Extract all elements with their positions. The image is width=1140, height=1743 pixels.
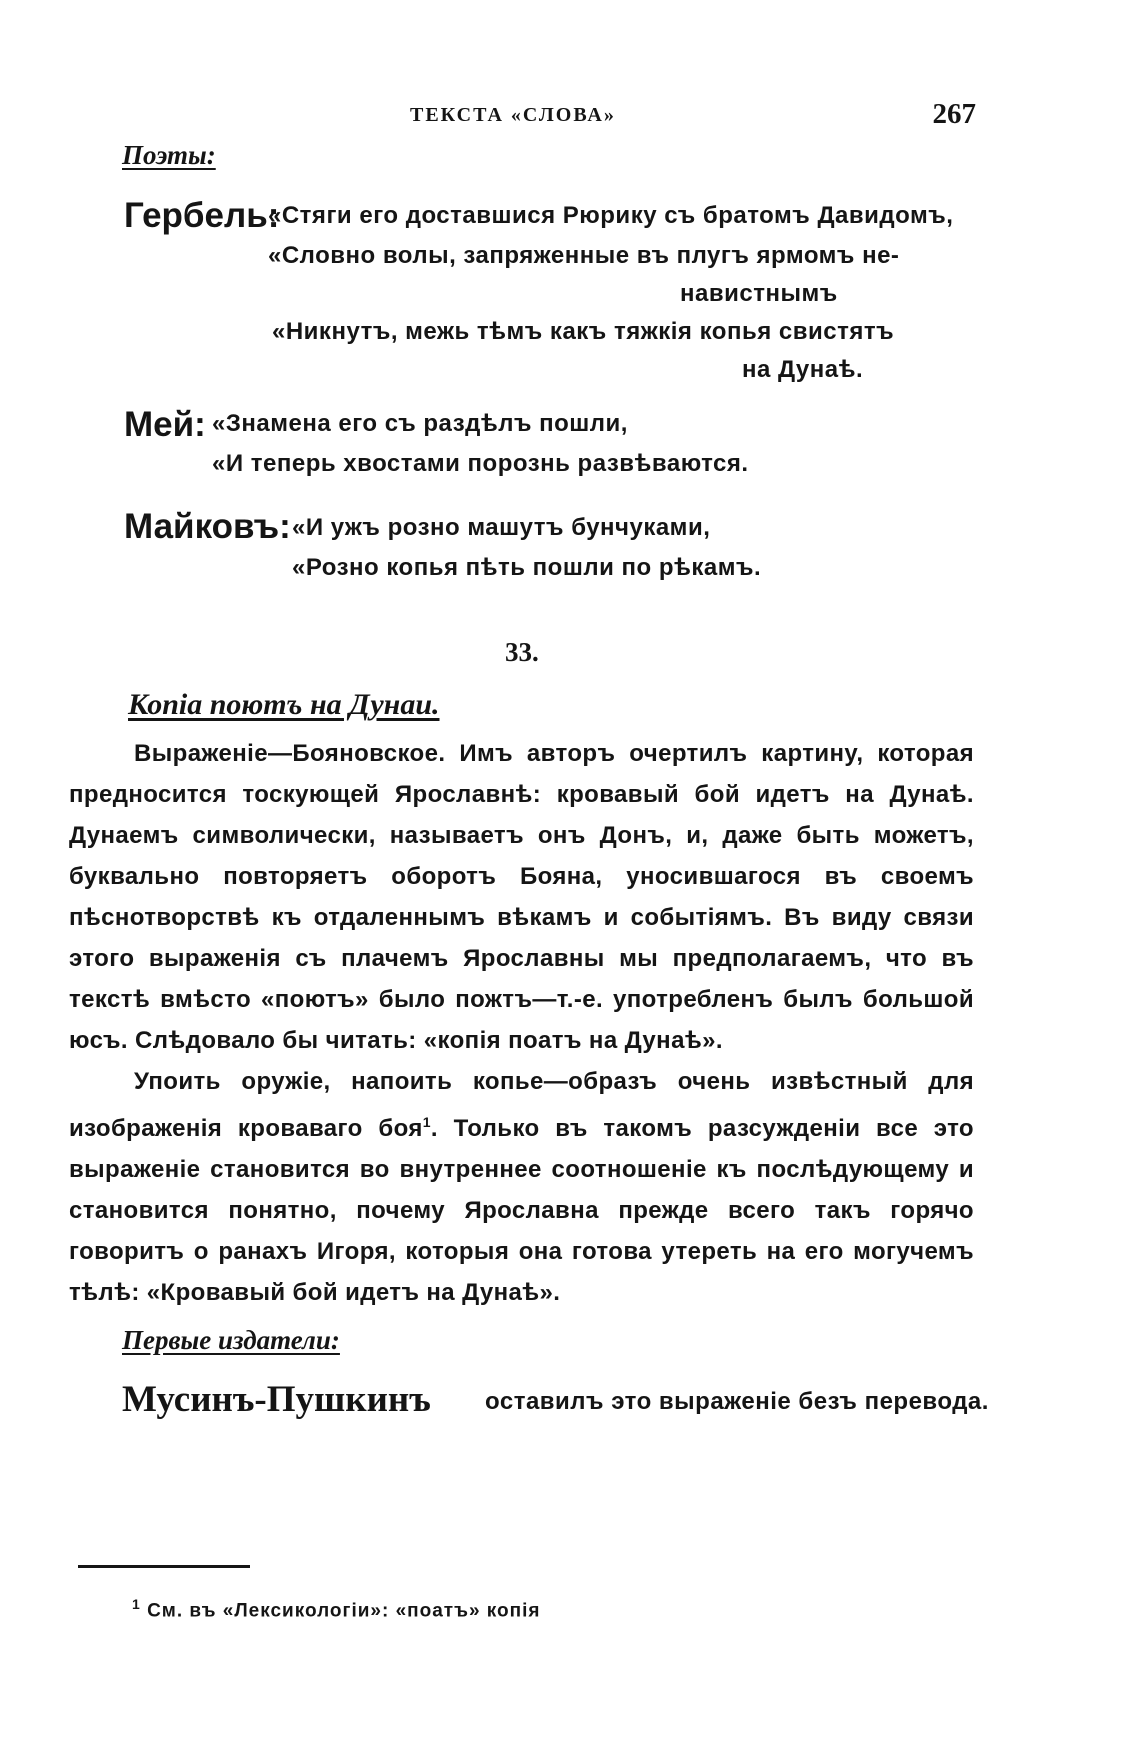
- verse-line: «И теперь хвостами порознь развѣваются.: [212, 450, 749, 477]
- verse-line: «И ужъ розно машутъ бунчуками,: [292, 514, 711, 541]
- verse-line: «Розно копья пѣть пошли по рѣкамъ.: [292, 554, 762, 581]
- publishers-heading: Первые издатели:: [122, 1325, 340, 1355]
- poet-name-gerbel: Гербель:: [124, 196, 280, 235]
- section-number: 33.: [505, 637, 539, 667]
- section-body: [69, 733, 974, 1313]
- verse-line: навистнымъ: [680, 280, 838, 307]
- verse-line: на Дунаѣ.: [742, 356, 864, 383]
- paragraph-text: . Только въ такомъ разсужденіи все это выраженіе становится во внутреннее соотношеніе къ послѣдующему и становится понятно, почему Ярославна прежде всего такъ горячо говоритъ о ранахъ Игоря, которыя она готова утереть на его могучемъ тѣлѣ: «Кровавый бой идетъ на Дунаѣ».: [69, 1115, 974, 1306]
- publisher-name: Мусинъ-Пушкинъ: [122, 1379, 431, 1420]
- publisher-text: оставилъ это выраженіе безъ перевода.: [485, 1388, 989, 1415]
- paragraph-text: Упоить оружіе, напоить копье—образъ очень извѣстный для изображенія кроваваго боя: [69, 1068, 974, 1142]
- section-title: Копіа поютъ на Дунаи.: [128, 688, 440, 721]
- running-head: ТЕКСТА «СЛОВА»: [410, 104, 616, 126]
- footnote-divider: [78, 1565, 250, 1568]
- verse-line: «Стяги его доставшися Рюрику съ братомъ Давидомъ,: [268, 202, 954, 229]
- paragraph: Выраженіе—Бояновское. Имъ авторъ очертилъ картину, которая предносится тоскующей Ярославнѣ: кровавый бой идетъ на Дунаѣ. Дунаемъ символически, называетъ онъ Донъ, и, даже быть можетъ, буквально повторяетъ оборотъ Бояна, уносившагося въ своемъ пѣснотворствѣ къ отдаленнымъ вѣкамъ и событіямъ. Въ виду связи этого выраженія съ плачемъ Ярославны мы предполагаемъ, что въ текстѣ вмѣсто «поютъ» было пожтъ—т.-е. употребленъ былъ большой юсъ. Слѣдовало бы читать: «копія поатъ на Дунаѣ».: [69, 740, 974, 1054]
- verse-line: «Никнутъ, межь тѣмъ какъ тяжкія копья свистятъ: [272, 318, 895, 345]
- verse-line: «Словно волы, запряженные въ плугъ ярмомъ не-: [268, 242, 900, 269]
- footnote: [132, 1596, 541, 1622]
- poet-name-maikov: Майковъ:: [124, 507, 291, 546]
- page-number: 267: [932, 98, 976, 130]
- footnote-text: См. въ «Лексикологіи»: «поатъ» копія: [147, 1600, 541, 1622]
- footnote-marker: 1: [132, 1596, 141, 1612]
- verse-line: «Знамена его съ раздѣлъ пошли,: [212, 410, 628, 437]
- poet-name-mei: Мей:: [124, 405, 206, 444]
- paragraph: [69, 1061, 974, 1313]
- footnote-reference[interactable]: 1: [422, 1114, 431, 1130]
- poets-heading: Поэты:: [122, 140, 216, 170]
